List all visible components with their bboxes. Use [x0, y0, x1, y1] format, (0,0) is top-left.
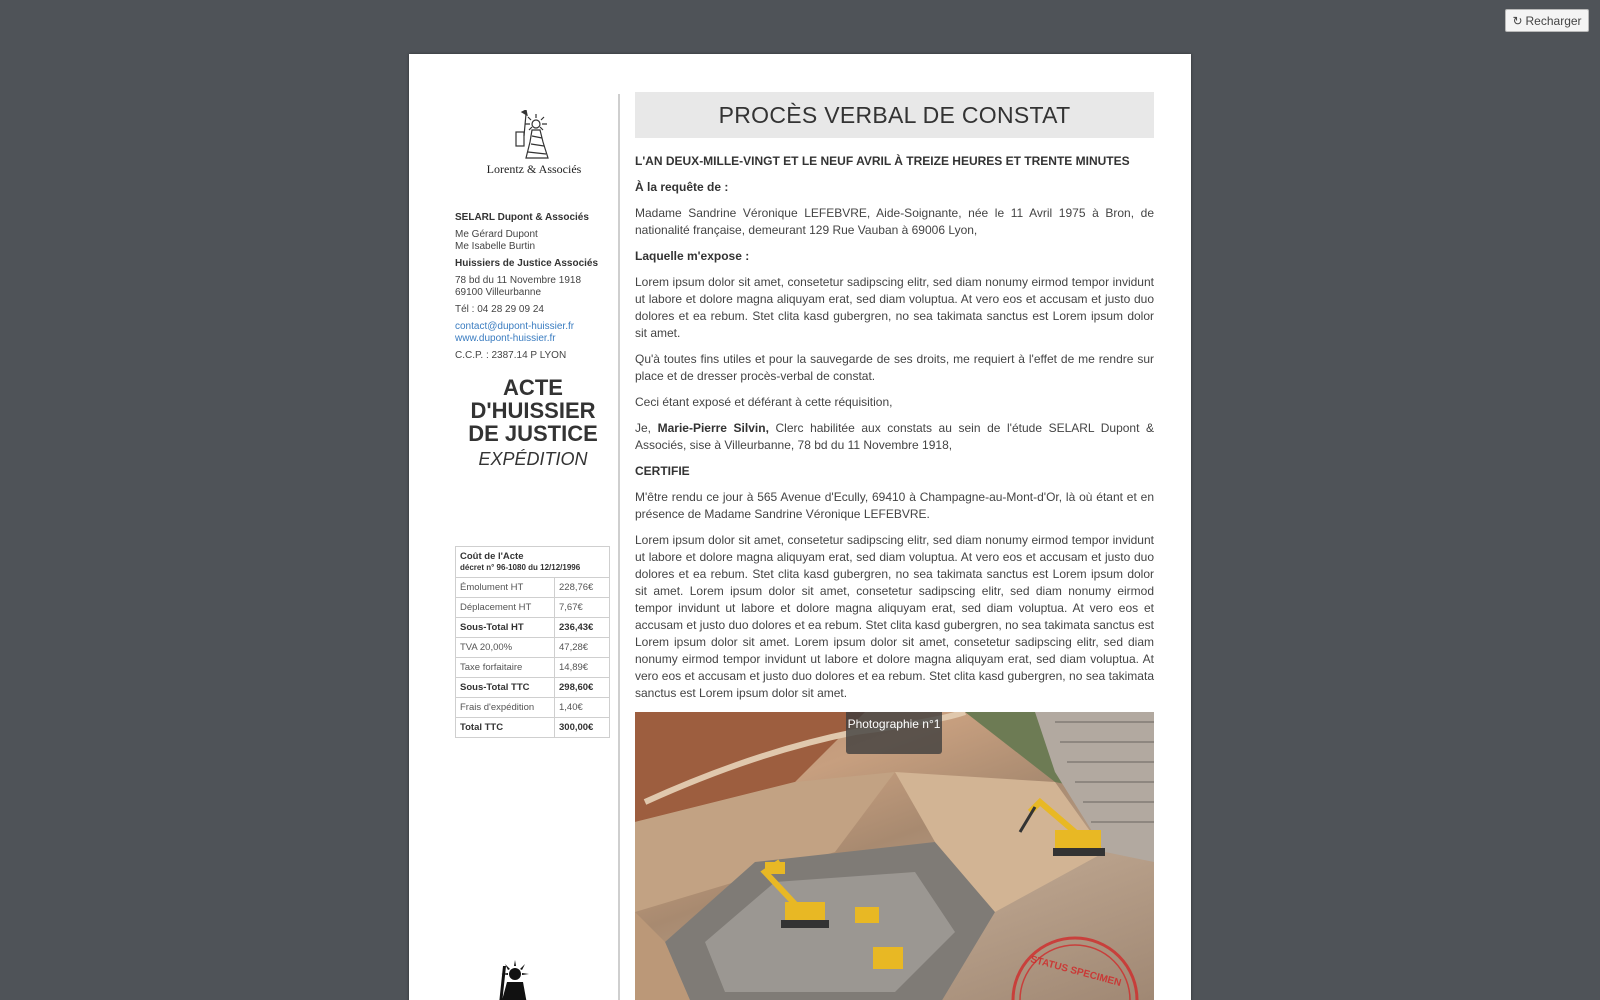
email-link[interactable]: contact@dupont-huissier.fr: [455, 321, 575, 332]
page-title: PROCÈS VERBAL DE CONSTAT: [635, 92, 1154, 138]
cost-value: 1,40€: [555, 698, 610, 718]
site-photograph: [635, 712, 1154, 1000]
requerant-paragraph: Madame Sandrine Véronique LEFEBVRE, Aide-Soignante, née le 11 Avril 1975 à Bron, de nationalité française, demeurant 129 Rue Vauban à 69006 Lyon,: [635, 206, 1154, 237]
ceci-paragraph: Ceci étant exposé et déférant à cette réquisition,: [635, 395, 893, 409]
firm-logo: [481, 110, 587, 182]
address-line: 78 bd du 11 Novembre 1918: [455, 275, 582, 286]
cost-value: 236,43€: [555, 618, 610, 638]
je-prefix: Je,: [635, 421, 652, 435]
lorem-paragraph: Lorem ipsum dolor sit amet, consetetur sadipscing elitr, sed diam nonumy eirmod tempor invidunt ut labore et dolore magna aliquyam erat, sed diam voluptua. At vero eos et accusam et justo duo dolores et ea rebum. Stet clita kasd gubergren, no sea takimata sanctus est Lorem ipsum dolor sit amet. Lorem ipsum dolor sit amet, consetetur sadipscing elitr, sed diam nonumy eirmod tempor invidunt ut labore et dolore magna aliquyam erat, sed diam voluptua. At vero eos et accusam et justo duo dolores et ea rebum. Stet clita kasd gubergren, no sea takimata sanctus est Lorem ipsum dolor sit amet. Lorem ipsum dolor sit amet, consetetur sadipscing elitr, sed diam nonumy eirmod tempor invidunt ut labore et dolore magna aliquyam erat, sed diam voluptua. At vero eos et accusam et justo duo dolores et ea rebum. Stet clita kasd gubergren, no sea takimata sanctus est Lorem ipsum dolor sit amet.: [635, 533, 1154, 700]
address-line: 69100 Villeurbanne: [455, 287, 542, 298]
acte-subtitle: EXPÉDITION: [478, 449, 588, 469]
loader-icon: [855, 907, 879, 923]
cost-table-header: [456, 547, 610, 578]
website-link[interactable]: www.dupont-huissier.fr: [455, 333, 556, 344]
stamp-text: STATUS SPECIMEN: [1029, 954, 1123, 990]
watermark-emblem: [469, 956, 549, 1000]
logo-text: Lorentz & Associés: [486, 162, 582, 176]
cost-label: Frais d'expédition: [456, 698, 555, 718]
document-page: [409, 54, 1191, 1000]
cost-value: 298,60€: [555, 678, 610, 698]
clerk-paragraph: [635, 420, 1154, 454]
bulldozer-icon: [873, 947, 903, 969]
phone: Tél : 04 28 29 09 24: [455, 304, 544, 315]
cost-value: 47,28€: [555, 638, 610, 658]
cost-label: Sous-Total TTC: [456, 678, 555, 698]
requete-label: À la requête de :: [635, 180, 729, 194]
expose-label: Laquelle m'expose :: [635, 249, 750, 263]
liberty-statue-icon: [506, 110, 562, 160]
document-sidebar: [455, 94, 620, 1000]
cost-label: TVA 20,00%: [456, 638, 555, 658]
cost-label: Sous-Total HT: [456, 618, 555, 638]
cost-table: [455, 546, 610, 738]
cost-title: Coût de l'Acte: [460, 551, 524, 562]
partner-name: Me Gérard Dupont: [455, 229, 538, 240]
vehicle-icon: [765, 862, 785, 874]
acte-title: ACTE D'HUISSIER DE JUSTICE: [468, 375, 598, 446]
cost-row: [456, 718, 610, 738]
liberty-statue-icon: [469, 956, 549, 1000]
ccp: C.C.P. : 2387.14 P LYON: [455, 350, 567, 361]
partner-name: Me Isabelle Burtin: [455, 241, 536, 252]
reload-button[interactable]: [1505, 9, 1589, 32]
cost-row: [456, 598, 610, 618]
clerk-name: Marie-Pierre Silvin,: [657, 421, 769, 435]
cost-value: 228,76€: [555, 578, 610, 598]
certifie-label: CERTIFIE: [635, 464, 690, 478]
specimen-stamp: [1013, 938, 1137, 1000]
clerk-description: Clerc habilitée aux constats au sein de l'étude SELARL Dupont & Associés, sise à Villeurbanne, 78 bd du 11 Novembre 1918,: [635, 421, 1155, 452]
firm-info: [455, 212, 611, 367]
acte-heading: [455, 376, 611, 470]
refresh-icon: ↻: [1512, 13, 1523, 28]
lieu-paragraph: M'être rendu ce jour à 565 Avenue d'Ecully, 69410 à Champagne-au-Mont-d'Or, là où étant et en présence de Madame Sandrine Véronique LEFEBVRE.: [635, 490, 1154, 521]
cost-value: 7,67€: [555, 598, 610, 618]
cost-row: [456, 618, 610, 638]
cost-label: Émolument HT: [456, 578, 555, 598]
requiert-paragraph: Qu'à toutes fins utiles et pour la sauvegarde de ses droits, me requiert à l'effet de me rendre sur place et de dresser procès-verbal de constat.: [635, 352, 1154, 383]
reload-label: Recharger: [1525, 13, 1582, 28]
cost-label: Déplacement HT: [456, 598, 555, 618]
cost-row: [456, 698, 610, 718]
cost-label: Taxe forfaitaire: [456, 658, 555, 678]
cost-label: Total TTC: [456, 718, 555, 738]
document-main: [635, 92, 1154, 1000]
cost-value: 300,00€: [555, 718, 610, 738]
cost-decree: décret n° 96-1080 du 12/12/1996: [460, 563, 581, 572]
cost-row: [456, 658, 610, 678]
cost-row: [456, 678, 610, 698]
cost-value: 14,89€: [555, 658, 610, 678]
cost-row: [456, 638, 610, 658]
firm-name: SELARL Dupont & Associés: [455, 212, 589, 223]
lorem-paragraph: Lorem ipsum dolor sit amet, consetetur sadipscing elitr, sed diam nonumy eirmod tempor invidunt ut labore et dolore magna aliquyam erat, sed diam voluptua. At vero eos et accusam et justo duo dolores et ea rebum. Stet clita kasd gubergren, no sea takimata sanctus est Lorem ipsum dolor sit amet.: [635, 275, 1154, 340]
photo-label: Photographie n°1: [846, 712, 942, 754]
date-line: L'AN DEUX-MILLE-VINGT ET LE NEUF AVRIL À TREIZE HEURES ET TRENTE MINUTES: [635, 154, 1130, 168]
construction-site-illustration: [635, 712, 1154, 1000]
firm-role: Huissiers de Justice Associés: [455, 258, 599, 269]
cost-row: [456, 578, 610, 598]
